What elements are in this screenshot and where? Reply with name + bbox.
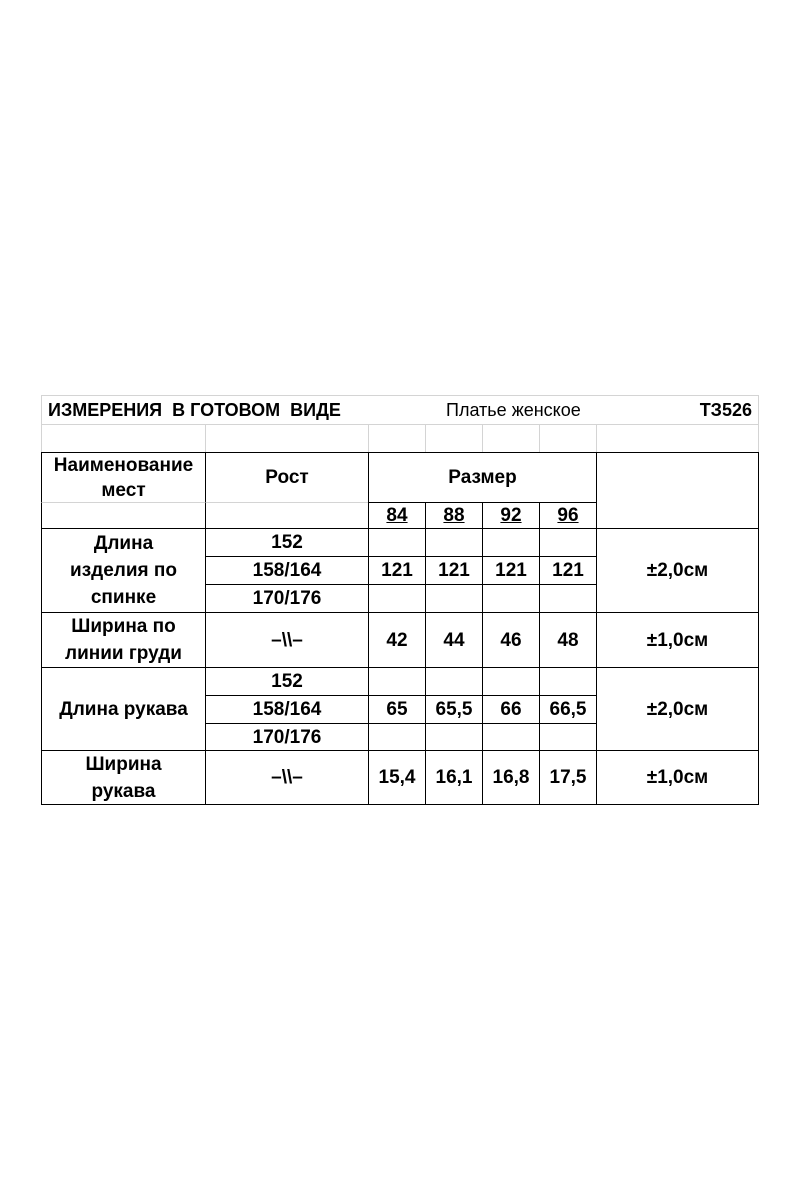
- empty-value-cell: [539, 584, 596, 612]
- value-label: 15,4: [378, 767, 416, 788]
- height-label: 170/176: [252, 588, 322, 609]
- row-name-label: Длина изделия по спинке: [70, 533, 177, 608]
- height-cell: [205, 723, 368, 750]
- height-label: 152: [271, 532, 303, 553]
- value-cell: [368, 556, 425, 584]
- tolerance-label: ±1,0см: [646, 767, 709, 788]
- size-84-cell: [368, 502, 425, 528]
- value-label: 66: [500, 699, 522, 720]
- value-label: 42: [386, 629, 408, 651]
- value-label: 66,5: [549, 699, 587, 720]
- size-88-cell: [425, 502, 482, 528]
- height-label: 170/176: [252, 726, 322, 748]
- value-label: 121: [552, 560, 584, 581]
- empty-value-cell: [368, 723, 425, 750]
- empty-value-cell: [539, 528, 596, 556]
- spacer-cell: [425, 424, 482, 452]
- height-cell: [205, 528, 368, 556]
- height-cell: [205, 612, 368, 667]
- row-name-label: Ширина по линии груди: [65, 616, 182, 664]
- row-name-label: Длина рукава: [59, 698, 188, 720]
- value-cell: [539, 750, 596, 805]
- height-cell: [205, 750, 368, 805]
- measurements-sheet: [41, 395, 759, 805]
- value-label: 65,5: [435, 699, 473, 720]
- tolerance-cell: [596, 667, 759, 750]
- tolerance-label: ±2,0см: [646, 560, 709, 581]
- height-cell: [205, 556, 368, 584]
- value-cell: [368, 612, 425, 667]
- row-name-label: Ширина рукава: [85, 753, 162, 802]
- spacer-cell: [205, 424, 368, 452]
- value-label: 46: [500, 629, 522, 651]
- value-cell: [425, 695, 482, 723]
- value-label: 16,1: [435, 767, 473, 788]
- header-name-cell: [41, 452, 205, 502]
- row-sleeve-width-name: [41, 750, 205, 805]
- height-label: 158/164: [252, 699, 322, 720]
- subheader-empty-cell: [41, 502, 205, 528]
- value-cell: [368, 750, 425, 805]
- value-label: 65: [386, 699, 408, 720]
- size-96-cell: [539, 502, 596, 528]
- spacer-cell: [41, 424, 205, 452]
- height-label: 152: [271, 671, 303, 692]
- empty-value-cell: [425, 723, 482, 750]
- value-label: 17,5: [549, 767, 587, 788]
- spacer-cell: [368, 424, 425, 452]
- tolerance-cell: [596, 612, 759, 667]
- height-label: –\\–: [271, 629, 303, 651]
- header-size-label: Размер: [448, 467, 517, 488]
- value-cell: [482, 556, 539, 584]
- spacer-cell: [596, 424, 759, 452]
- empty-value-cell: [482, 667, 539, 695]
- value-cell: [368, 695, 425, 723]
- size-label: 84: [386, 505, 408, 526]
- value-label: 121: [438, 560, 470, 581]
- value-cell: [482, 612, 539, 667]
- height-label: 158/164: [252, 560, 322, 581]
- header-height-cell: [205, 452, 368, 502]
- spacer-cell: [539, 424, 596, 452]
- header-height-label: Рост: [265, 467, 309, 488]
- value-cell: [425, 556, 482, 584]
- height-cell: [205, 695, 368, 723]
- empty-value-cell: [425, 584, 482, 612]
- value-label: 44: [443, 629, 465, 651]
- sheet-title: ИЗМЕРЕНИЯ В ГОТОВОМ ВИДЕ: [48, 400, 341, 420]
- value-cell: [425, 750, 482, 805]
- size-label: 88: [443, 505, 465, 526]
- empty-value-cell: [425, 528, 482, 556]
- tolerance-cell: [596, 528, 759, 612]
- tolerance-label: ±2,0см: [646, 698, 709, 720]
- title-row: [41, 395, 759, 424]
- height-cell: [205, 584, 368, 612]
- value-label: 48: [557, 629, 579, 651]
- size-label: 92: [500, 505, 522, 526]
- value-cell: [539, 556, 596, 584]
- size-label: 96: [557, 505, 579, 526]
- value-cell: [482, 750, 539, 805]
- value-cell: [539, 695, 596, 723]
- empty-value-cell: [482, 723, 539, 750]
- value-cell: [425, 612, 482, 667]
- header-tolerance-cell: [596, 452, 759, 528]
- value-label: 121: [495, 560, 527, 581]
- size-92-cell: [482, 502, 539, 528]
- value-cell: [482, 695, 539, 723]
- header-name-label: Наименование мест: [53, 454, 194, 501]
- height-cell: [205, 667, 368, 695]
- header-size-cell: [368, 452, 596, 502]
- value-cell: [539, 612, 596, 667]
- spacer-cell: [482, 424, 539, 452]
- product-name: Платье женское: [446, 400, 581, 420]
- empty-value-cell: [368, 667, 425, 695]
- empty-value-cell: [368, 528, 425, 556]
- height-label: –\\–: [271, 767, 303, 788]
- tolerance-label: ±1,0см: [646, 629, 709, 651]
- empty-value-cell: [539, 723, 596, 750]
- tolerance-cell: [596, 750, 759, 805]
- empty-value-cell: [482, 584, 539, 612]
- empty-value-cell: [425, 667, 482, 695]
- empty-value-cell: [368, 584, 425, 612]
- empty-value-cell: [539, 667, 596, 695]
- value-label: 121: [381, 560, 413, 581]
- value-label: 16,8: [492, 767, 530, 788]
- row-chest-width-name: [41, 612, 205, 667]
- empty-value-cell: [482, 528, 539, 556]
- row-sleeve-length-name: [41, 667, 205, 750]
- subheader-empty-cell: [205, 502, 368, 528]
- row-back-length-name: [41, 528, 205, 612]
- product-code: ТЗ526: [699, 400, 752, 420]
